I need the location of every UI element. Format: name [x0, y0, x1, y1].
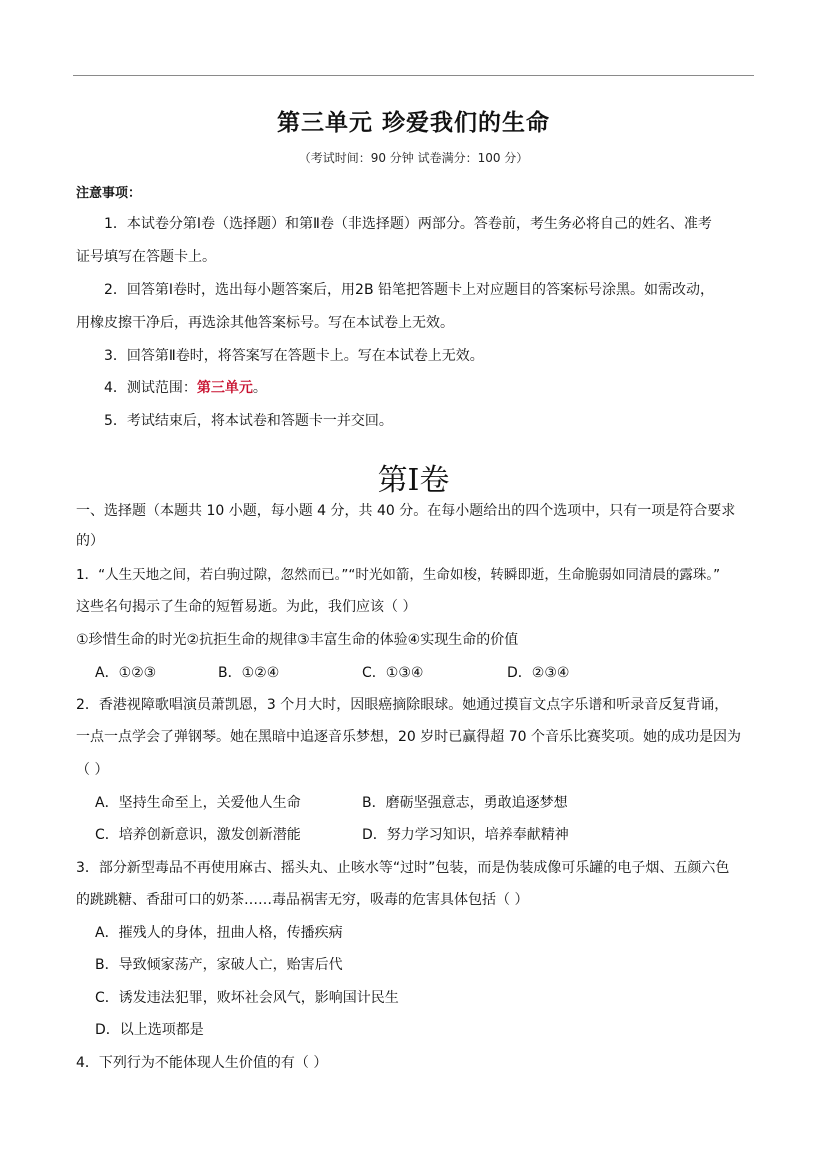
- test-scope: 第三单元: [196, 380, 253, 396]
- q3-option-a: A．摧残人的身体，扭曲人格，传播疾病: [95, 925, 343, 941]
- question-1-cont: 这些名句揭示了生命的短暂易逝。为此，我们应该（ ）: [76, 599, 417, 615]
- q3-option-d: D．以上选项都是: [95, 1022, 204, 1038]
- notice-item-4: [104, 377, 267, 397]
- q2-option-d: D．努力学习知识，培养奉献精神: [362, 827, 569, 843]
- notice-item-3: 3．回答第Ⅱ卷时，将答案写在答题卡上。写在本试卷上无效。: [104, 348, 484, 364]
- question-3: 3．部分新型毒品不再使用麻古、摇头丸、止咳水等“过时”包装，而是伪装成像可乐罐的电子烟、五颜六色: [76, 860, 730, 876]
- q2-option-b: B．磨砺坚强意志，勇敢追逐梦想: [362, 795, 568, 811]
- q1-option-c: C．①③④: [362, 665, 424, 681]
- notice-item-4-suffix: 。: [252, 380, 267, 396]
- notice-item-1: 1．本试卷分第Ⅰ卷（选择题）和第Ⅱ卷（非选择题）两部分。答卷前，考生务必将自己的姓名、准考: [104, 216, 712, 232]
- section-intro-cont: 的）: [76, 533, 104, 549]
- q1-option-b: B．①②④: [218, 665, 280, 681]
- question-2-cont: 一点一点学会了弹钢琴。她在黑暗中追逐音乐梦想，20 岁时已赢得超 70 个音乐比赛奖项。她的成功是因为: [76, 729, 741, 745]
- notice-item-1-cont: 证号填写在答题卡上。: [76, 249, 216, 265]
- page-title: 第三单元 珍爱我们的生命: [276, 109, 550, 136]
- section-title: 第I卷: [377, 463, 450, 498]
- notice-item-5: 5．考试结束后，将本试卷和答题卡一并交回。: [104, 413, 393, 429]
- q1-option-a: A．①②③: [95, 665, 157, 681]
- question-2-paren: （ ）: [76, 762, 109, 778]
- question-2: 2．香港视障歌唱演员萧凯恩，3 个月大时，因眼癌摘除眼球。她通过摸盲文点字乐谱和听录音反复背诵，: [76, 697, 729, 713]
- question-3-cont: 的跳跳糖、香甜可口的奶茶……毒品祸害无穷，吸毒的危害具体包括（ ）: [76, 892, 529, 908]
- exam-info: （考试时间：90 分钟 试卷满分：100 分）: [298, 151, 529, 165]
- question-1: 1．“人生天地之间，若白驹过隙，忽然而已。”“时光如箭，生命如梭，转瞬即逝，生命脆弱如同清晨的露珠。”: [76, 567, 721, 583]
- question-4: 4．下列行为不能体现人生价值的有（ ）: [76, 1055, 328, 1071]
- notice-item-2: 2．回答第Ⅰ卷时，选出每小题答案后，用2B 铅笔把答题卡上对应题目的答案标号涂黑。如需改动，: [104, 282, 714, 298]
- question-1-statements: ①珍惜生命的时光②抗拒生命的规律③丰富生命的体验④实现生命的价值: [76, 632, 519, 648]
- q2-option-c: C．培养创新意识，激发创新潜能: [95, 827, 301, 843]
- section-intro: 一、选择题（本题共 10 小题，每小题 4 分，共 40 分。在每小题给出的四个选项中，只有一项是符合要求: [76, 503, 736, 519]
- q3-option-c: C．诱发违法犯罪，败坏社会风气，影响国计民生: [95, 990, 399, 1006]
- q2-option-a: A．坚持生命至上，关爱他人生命: [95, 795, 301, 811]
- notice-heading: 注意事项：: [76, 186, 142, 201]
- q1-option-d: D．②③④: [507, 665, 570, 681]
- q3-option-b: B．导致倾家荡产，家破人亡，贻害后代: [95, 957, 343, 973]
- notice-item-4-prefix: 4．测试范围：: [104, 380, 197, 396]
- header-rule: [73, 75, 754, 76]
- notice-item-2-cont: 用橡皮擦干净后，再选涂其他答案标号。写在本试卷上无效。: [76, 315, 454, 331]
